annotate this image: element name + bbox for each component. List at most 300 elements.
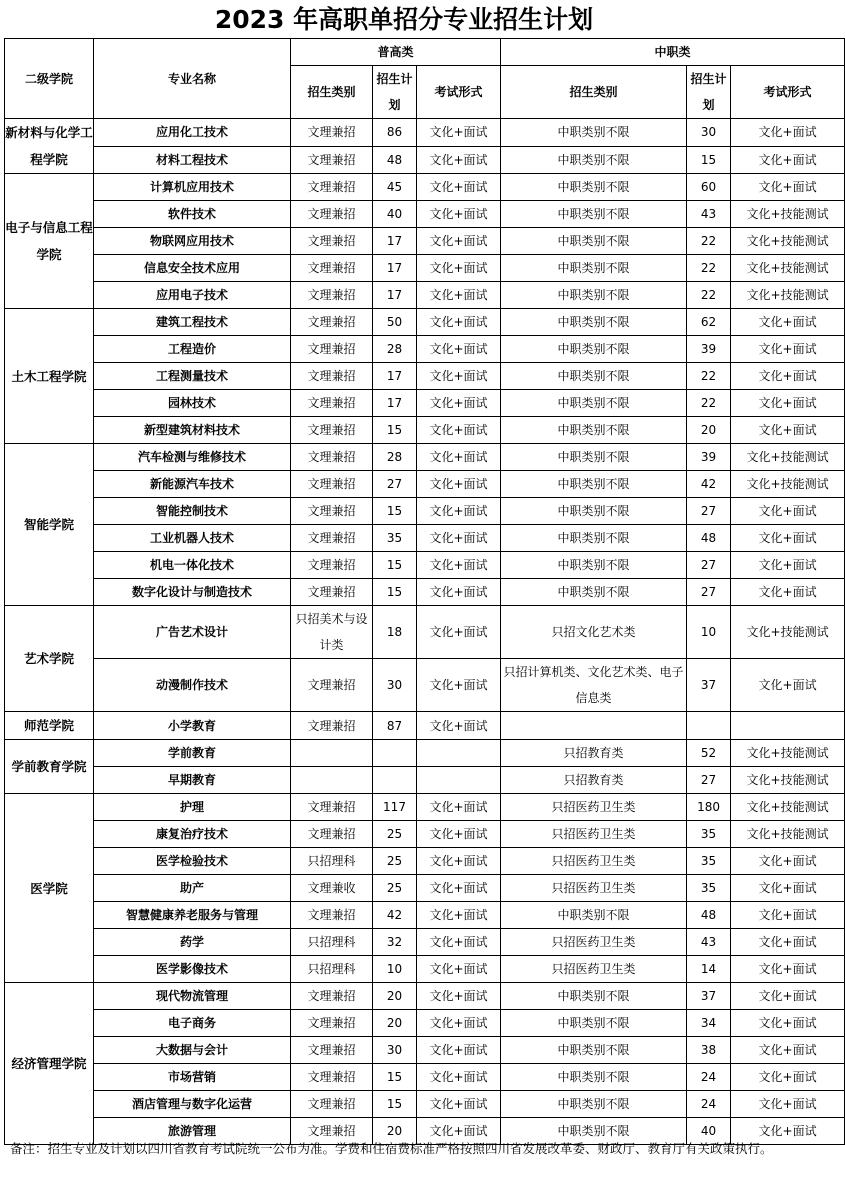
general-plan: 117 (373, 794, 417, 821)
general-category: 文理兼招 (291, 794, 373, 821)
table-row (5, 902, 845, 929)
vocational-category: 只招医药卫生类 (501, 821, 687, 848)
table-row (5, 875, 845, 902)
major-name: 动漫制作技术 (94, 659, 291, 712)
table-row (5, 174, 845, 201)
vocational-plan: 27 (687, 579, 731, 606)
general-plan: 27 (373, 471, 417, 498)
general-category: 文理兼招 (291, 146, 373, 174)
general-category: 文理兼招 (291, 390, 373, 417)
vocational-category: 只招医药卫生类 (501, 848, 687, 875)
general-category: 文理兼招 (291, 201, 373, 228)
major-name: 材料工程技术 (94, 146, 291, 174)
header-college: 二级学院 (5, 39, 94, 119)
general-exam: 文化+面试 (417, 525, 501, 552)
vocational-category: 中职类别不限 (501, 1118, 687, 1145)
vocational-plan: 35 (687, 821, 731, 848)
table-row (5, 956, 845, 983)
general-plan: 20 (373, 1118, 417, 1145)
table-row (5, 1091, 845, 1118)
table-row (5, 767, 845, 794)
vocational-plan: 37 (687, 659, 731, 712)
general-plan: 15 (373, 417, 417, 444)
vocational-exam: 文化+技能测试 (731, 606, 845, 659)
vocational-exam: 文化+技能测试 (731, 255, 845, 282)
vocational-exam: 文化+面试 (731, 417, 845, 444)
vocational-plan: 27 (687, 498, 731, 525)
general-plan: 15 (373, 498, 417, 525)
table-row (5, 1010, 845, 1037)
general-exam: 文化+面试 (417, 794, 501, 821)
table-row (5, 119, 845, 147)
table-row (5, 740, 845, 767)
general-category: 文理兼招 (291, 309, 373, 336)
college-name: 艺术学院 (5, 606, 94, 712)
general-category: 只招理科 (291, 848, 373, 875)
general-plan: 15 (373, 579, 417, 606)
vocational-exam: 文化+面试 (731, 956, 845, 983)
footnote: 备注：招生专业及计划以四川省教育考试院统一公布为准。学费和住宿费标准严格按照四川省发展改革委、财政厅、教育厅有关政策执行。 (10, 1141, 773, 1156)
vocational-exam: 文化+面试 (731, 875, 845, 902)
general-category: 文理兼招 (291, 1064, 373, 1091)
general-exam: 文化+面试 (417, 444, 501, 471)
vocational-category: 中职类别不限 (501, 174, 687, 201)
vocational-category: 中职类别不限 (501, 498, 687, 525)
vocational-plan: 39 (687, 444, 731, 471)
vocational-category: 只招医药卫生类 (501, 875, 687, 902)
vocational-category: 只招教育类 (501, 767, 687, 794)
general-plan: 35 (373, 525, 417, 552)
vocational-category: 中职类别不限 (501, 228, 687, 255)
major-name: 园林技术 (94, 390, 291, 417)
table-row (5, 255, 845, 282)
vocational-category: 只招文化艺术类 (501, 606, 687, 659)
general-exam: 文化+面试 (417, 1037, 501, 1064)
vocational-exam: 文化+面试 (731, 552, 845, 579)
college-name: 经济管理学院 (5, 983, 94, 1145)
table-row (5, 579, 845, 606)
general-category: 文理兼招 (291, 417, 373, 444)
major-name: 工程测量技术 (94, 363, 291, 390)
general-plan: 17 (373, 255, 417, 282)
vocational-plan: 27 (687, 552, 731, 579)
vocational-plan: 43 (687, 929, 731, 956)
general-category: 文理兼招 (291, 363, 373, 390)
general-plan: 30 (373, 1037, 417, 1064)
vocational-plan: 30 (687, 119, 731, 147)
general-category: 文理兼招 (291, 902, 373, 929)
vocational-plan: 35 (687, 875, 731, 902)
vocational-exam: 文化+面试 (731, 498, 845, 525)
general-category: 文理兼招 (291, 983, 373, 1010)
general-exam: 文化+面试 (417, 498, 501, 525)
general-exam: 文化+面试 (417, 929, 501, 956)
general-category: 文理兼收 (291, 875, 373, 902)
vocational-plan: 24 (687, 1064, 731, 1091)
general-category (291, 767, 373, 794)
general-plan: 25 (373, 848, 417, 875)
major-name: 应用电子技术 (94, 282, 291, 309)
general-category: 文理兼招 (291, 1037, 373, 1064)
vocational-category: 中职类别不限 (501, 902, 687, 929)
general-exam: 文化+面试 (417, 848, 501, 875)
general-exam: 文化+面试 (417, 228, 501, 255)
vocational-exam: 文化+面试 (731, 174, 845, 201)
vocational-exam: 文化+面试 (731, 363, 845, 390)
major-name: 软件技术 (94, 201, 291, 228)
general-exam: 文化+面试 (417, 606, 501, 659)
general-category: 文理兼招 (291, 712, 373, 740)
table-row (5, 983, 845, 1010)
vocational-plan: 35 (687, 848, 731, 875)
major-name: 护理 (94, 794, 291, 821)
vocational-category: 只招计算机类、文化艺术类、电子信息类 (501, 659, 687, 712)
vocational-exam: 文化+面试 (731, 1037, 845, 1064)
general-category: 文理兼招 (291, 1091, 373, 1118)
general-plan: 25 (373, 875, 417, 902)
vocational-exam: 文化+面试 (731, 848, 845, 875)
header-general-category: 招生类别 (291, 66, 373, 119)
college-name: 医学院 (5, 794, 94, 983)
general-category: 文理兼招 (291, 498, 373, 525)
general-exam: 文化+面试 (417, 390, 501, 417)
vocational-exam: 文化+面试 (731, 525, 845, 552)
general-plan: 28 (373, 444, 417, 471)
general-plan: 15 (373, 1091, 417, 1118)
vocational-plan: 22 (687, 228, 731, 255)
vocational-plan: 38 (687, 1037, 731, 1064)
major-name: 早期教育 (94, 767, 291, 794)
general-plan: 10 (373, 956, 417, 983)
major-name: 信息安全技术应用 (94, 255, 291, 282)
header-vocational-category: 招生类别 (501, 66, 687, 119)
general-category: 只招理科 (291, 956, 373, 983)
general-exam: 文化+面试 (417, 821, 501, 848)
college-name: 新材料与化学工程学院 (5, 119, 94, 174)
general-category: 文理兼招 (291, 1118, 373, 1145)
vocational-plan: 34 (687, 1010, 731, 1037)
general-category: 文理兼招 (291, 579, 373, 606)
general-plan: 86 (373, 119, 417, 147)
vocational-category: 中职类别不限 (501, 579, 687, 606)
major-name: 现代物流管理 (94, 983, 291, 1010)
college-name: 学前教育学院 (5, 740, 94, 794)
general-exam (417, 740, 501, 767)
major-name: 市场营销 (94, 1064, 291, 1091)
major-name: 助产 (94, 875, 291, 902)
major-name: 医学检验技术 (94, 848, 291, 875)
major-name: 广告艺术设计 (94, 606, 291, 659)
major-name: 工程造价 (94, 336, 291, 363)
vocational-plan: 20 (687, 417, 731, 444)
vocational-plan: 15 (687, 146, 731, 174)
vocational-plan: 14 (687, 956, 731, 983)
general-plan: 87 (373, 712, 417, 740)
vocational-category: 只招医药卫生类 (501, 956, 687, 983)
vocational-exam: 文化+面试 (731, 1064, 845, 1091)
vocational-category: 中职类别不限 (501, 525, 687, 552)
vocational-category: 只招医药卫生类 (501, 929, 687, 956)
general-exam: 文化+面试 (417, 336, 501, 363)
vocational-exam: 文化+技能测试 (731, 821, 845, 848)
college-name: 师范学院 (5, 712, 94, 740)
major-name: 医学影像技术 (94, 956, 291, 983)
vocational-exam: 文化+面试 (731, 146, 845, 174)
general-plan (373, 767, 417, 794)
general-category: 只招美术与设计类 (291, 606, 373, 659)
vocational-category: 中职类别不限 (501, 390, 687, 417)
college-name: 电子与信息工程学院 (5, 174, 94, 309)
vocational-plan: 10 (687, 606, 731, 659)
vocational-plan: 37 (687, 983, 731, 1010)
vocational-category: 中职类别不限 (501, 363, 687, 390)
vocational-plan: 22 (687, 390, 731, 417)
vocational-category: 只招教育类 (501, 740, 687, 767)
vocational-category: 中职类别不限 (501, 983, 687, 1010)
general-exam: 文化+面试 (417, 1091, 501, 1118)
general-plan: 17 (373, 363, 417, 390)
major-name: 应用化工技术 (94, 119, 291, 147)
general-exam: 文化+面试 (417, 552, 501, 579)
header-vocational-exam: 考试形式 (731, 66, 845, 119)
table-row (5, 201, 845, 228)
table-row (5, 659, 845, 712)
table-row (5, 282, 845, 309)
table-row (5, 1037, 845, 1064)
general-category (291, 740, 373, 767)
general-exam: 文化+面试 (417, 309, 501, 336)
general-plan: 17 (373, 390, 417, 417)
vocational-plan: 62 (687, 309, 731, 336)
vocational-category (501, 712, 687, 740)
general-plan: 15 (373, 552, 417, 579)
general-category: 文理兼招 (291, 255, 373, 282)
vocational-category: 中职类别不限 (501, 336, 687, 363)
vocational-exam: 文化+技能测试 (731, 740, 845, 767)
major-name: 旅游管理 (94, 1118, 291, 1145)
vocational-category: 中职类别不限 (501, 1037, 687, 1064)
vocational-category: 中职类别不限 (501, 1091, 687, 1118)
table-row (5, 929, 845, 956)
major-name: 汽车检测与维修技术 (94, 444, 291, 471)
vocational-exam: 文化+面试 (731, 336, 845, 363)
vocational-exam: 文化+面试 (731, 1118, 845, 1145)
vocational-exam: 文化+技能测试 (731, 794, 845, 821)
vocational-plan: 22 (687, 255, 731, 282)
vocational-plan: 27 (687, 767, 731, 794)
vocational-exam: 文化+面试 (731, 1091, 845, 1118)
table-row (5, 363, 845, 390)
table-row (5, 794, 845, 821)
table-row (5, 552, 845, 579)
vocational-exam: 文化+面试 (731, 902, 845, 929)
general-exam: 文化+面试 (417, 875, 501, 902)
general-category: 文理兼招 (291, 119, 373, 147)
general-exam: 文化+面试 (417, 579, 501, 606)
vocational-exam: 文化+技能测试 (731, 282, 845, 309)
vocational-exam: 文化+技能测试 (731, 767, 845, 794)
general-plan: 25 (373, 821, 417, 848)
vocational-category: 中职类别不限 (501, 201, 687, 228)
general-category: 文理兼招 (291, 444, 373, 471)
table-row (5, 228, 845, 255)
vocational-exam: 文化+技能测试 (731, 471, 845, 498)
major-name: 小学教育 (94, 712, 291, 740)
table-row (5, 444, 845, 471)
general-exam (417, 767, 501, 794)
vocational-exam: 文化+面试 (731, 309, 845, 336)
header-vocational: 中职类 (501, 39, 845, 66)
general-plan: 28 (373, 336, 417, 363)
general-exam: 文化+面试 (417, 363, 501, 390)
major-name: 智能控制技术 (94, 498, 291, 525)
vocational-exam: 文化+面试 (731, 579, 845, 606)
table-row (5, 390, 845, 417)
vocational-plan: 24 (687, 1091, 731, 1118)
table-row (5, 336, 845, 363)
header-general-exam: 考试形式 (417, 66, 501, 119)
vocational-plan: 60 (687, 174, 731, 201)
table-row (5, 498, 845, 525)
general-plan: 40 (373, 201, 417, 228)
general-exam: 文化+面试 (417, 282, 501, 309)
header-vocational-plan: 招生计划 (687, 66, 731, 119)
vocational-category: 中职类别不限 (501, 444, 687, 471)
vocational-plan: 52 (687, 740, 731, 767)
vocational-exam: 文化+技能测试 (731, 444, 845, 471)
vocational-plan: 48 (687, 525, 731, 552)
vocational-plan: 180 (687, 794, 731, 821)
vocational-category: 中职类别不限 (501, 119, 687, 147)
vocational-plan (687, 712, 731, 740)
page-title: 2023 年高职单招分专业招生计划 (214, 5, 594, 34)
vocational-exam (731, 712, 845, 740)
general-plan: 20 (373, 1010, 417, 1037)
general-category: 文理兼招 (291, 525, 373, 552)
vocational-exam: 文化+面试 (731, 119, 845, 147)
general-plan: 17 (373, 282, 417, 309)
vocational-exam: 文化+面试 (731, 983, 845, 1010)
general-exam: 文化+面试 (417, 1064, 501, 1091)
vocational-category: 中职类别不限 (501, 309, 687, 336)
general-exam: 文化+面试 (417, 712, 501, 740)
vocational-exam: 文化+面试 (731, 1010, 845, 1037)
general-exam: 文化+面试 (417, 174, 501, 201)
major-name: 大数据与会计 (94, 1037, 291, 1064)
major-name: 机电一体化技术 (94, 552, 291, 579)
header-general: 普高类 (291, 39, 501, 66)
general-plan: 48 (373, 146, 417, 174)
general-category: 文理兼招 (291, 471, 373, 498)
general-exam: 文化+面试 (417, 201, 501, 228)
general-plan: 45 (373, 174, 417, 201)
header-general-plan: 招生计划 (373, 66, 417, 119)
general-category: 文理兼招 (291, 552, 373, 579)
table-row (5, 848, 845, 875)
major-name: 药学 (94, 929, 291, 956)
table-row (5, 606, 845, 659)
general-exam: 文化+面试 (417, 471, 501, 498)
major-name: 计算机应用技术 (94, 174, 291, 201)
table-row (5, 417, 845, 444)
table-body (5, 119, 845, 1145)
college-name: 智能学院 (5, 444, 94, 606)
general-category: 文理兼招 (291, 1010, 373, 1037)
general-plan: 18 (373, 606, 417, 659)
vocational-plan: 39 (687, 336, 731, 363)
general-plan: 17 (373, 228, 417, 255)
major-name: 工业机器人技术 (94, 525, 291, 552)
table-row (5, 525, 845, 552)
general-exam: 文化+面试 (417, 119, 501, 147)
major-name: 建筑工程技术 (94, 309, 291, 336)
general-exam: 文化+面试 (417, 983, 501, 1010)
general-exam: 文化+面试 (417, 255, 501, 282)
general-exam: 文化+面试 (417, 146, 501, 174)
table-row (5, 821, 845, 848)
general-category: 文理兼招 (291, 336, 373, 363)
general-plan: 32 (373, 929, 417, 956)
vocational-category: 中职类别不限 (501, 417, 687, 444)
vocational-category: 中职类别不限 (501, 1064, 687, 1091)
table-row (5, 309, 845, 336)
general-category: 文理兼招 (291, 821, 373, 848)
general-category: 文理兼招 (291, 659, 373, 712)
vocational-exam: 文化+技能测试 (731, 228, 845, 255)
vocational-plan: 22 (687, 282, 731, 309)
table-row (5, 471, 845, 498)
vocational-category: 中职类别不限 (501, 1010, 687, 1037)
general-plan (373, 740, 417, 767)
table-row (5, 1064, 845, 1091)
college-name: 土木工程学院 (5, 309, 94, 444)
vocational-category: 中职类别不限 (501, 255, 687, 282)
vocational-category: 中职类别不限 (501, 146, 687, 174)
general-exam: 文化+面试 (417, 956, 501, 983)
vocational-exam: 文化+面试 (731, 390, 845, 417)
major-name: 电子商务 (94, 1010, 291, 1037)
vocational-exam: 文化+技能测试 (731, 201, 845, 228)
vocational-exam: 文化+面试 (731, 929, 845, 956)
major-name: 新型建筑材料技术 (94, 417, 291, 444)
header-major: 专业名称 (94, 39, 291, 119)
general-category: 只招理科 (291, 929, 373, 956)
general-plan: 50 (373, 309, 417, 336)
general-exam: 文化+面试 (417, 417, 501, 444)
general-plan: 42 (373, 902, 417, 929)
vocational-exam: 文化+面试 (731, 659, 845, 712)
major-name: 物联网应用技术 (94, 228, 291, 255)
vocational-category: 中职类别不限 (501, 471, 687, 498)
vocational-plan: 43 (687, 201, 731, 228)
general-category: 文理兼招 (291, 228, 373, 255)
general-plan: 15 (373, 1064, 417, 1091)
major-name: 学前教育 (94, 740, 291, 767)
general-exam: 文化+面试 (417, 902, 501, 929)
major-name: 新能源汽车技术 (94, 471, 291, 498)
vocational-category: 中职类别不限 (501, 282, 687, 309)
vocational-category: 中职类别不限 (501, 552, 687, 579)
general-category: 文理兼招 (291, 174, 373, 201)
major-name: 数字化设计与制造技术 (94, 579, 291, 606)
general-exam: 文化+面试 (417, 1010, 501, 1037)
vocational-category: 只招医药卫生类 (501, 794, 687, 821)
general-exam: 文化+面试 (417, 659, 501, 712)
major-name: 康复治疗技术 (94, 821, 291, 848)
major-name: 酒店管理与数字化运营 (94, 1091, 291, 1118)
vocational-plan: 22 (687, 363, 731, 390)
vocational-plan: 42 (687, 471, 731, 498)
